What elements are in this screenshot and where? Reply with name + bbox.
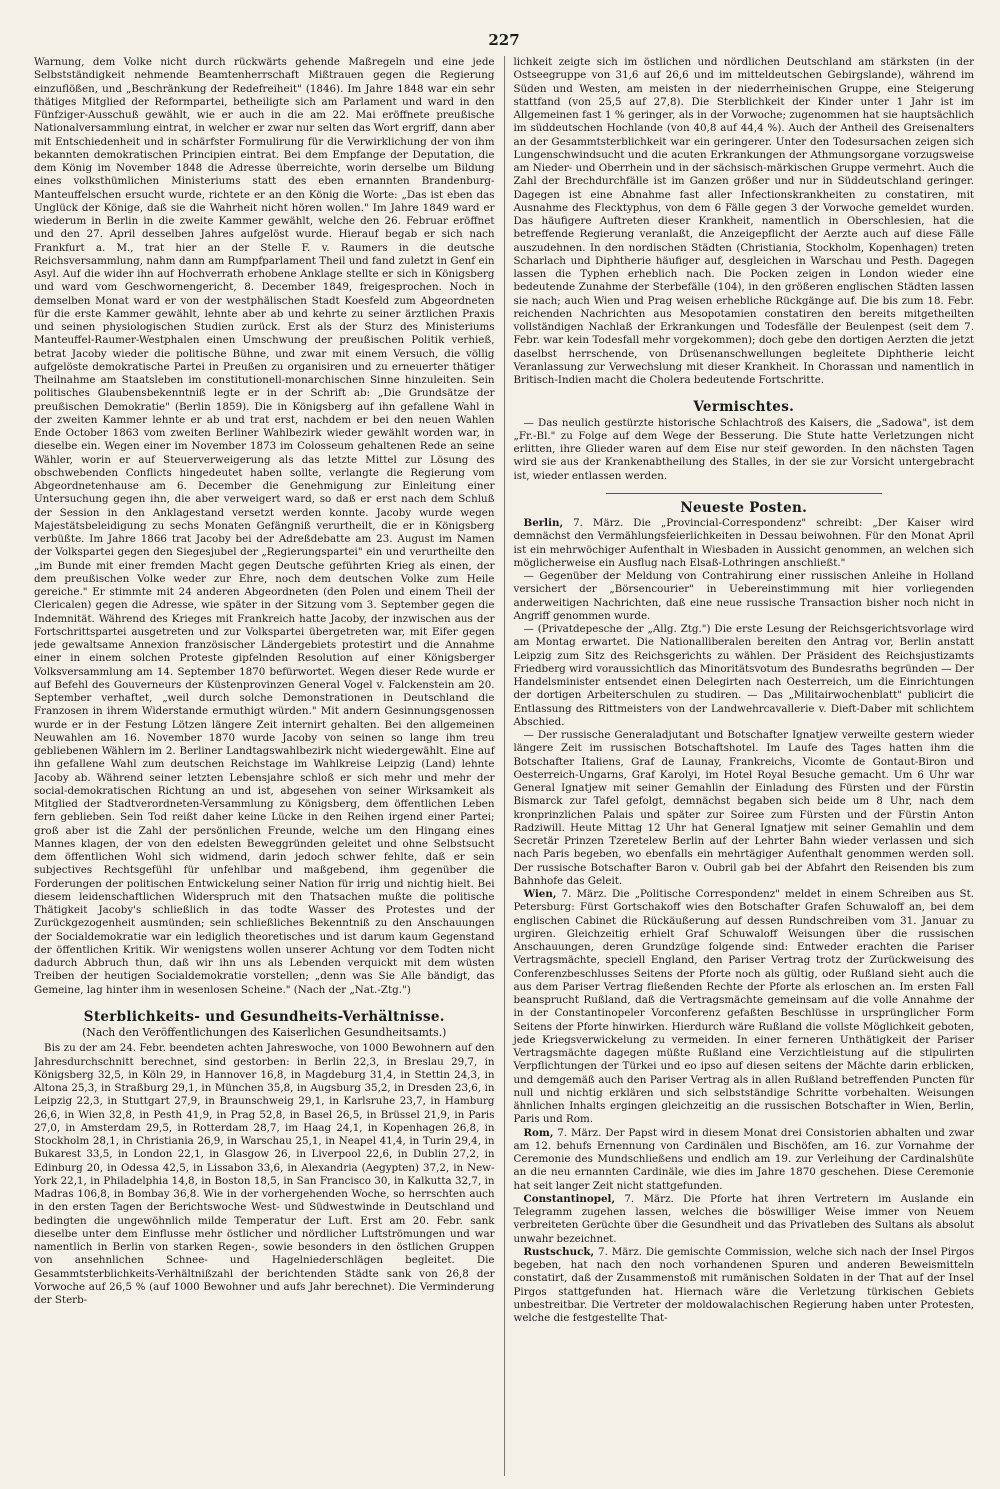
news-item bbox=[514, 623, 975, 729]
news-item bbox=[514, 517, 975, 570]
news-item bbox=[514, 1127, 975, 1193]
misc-section-text: — Das neulich gestürzte historische Schlachtroß des Kaisers, die „Sadowa", ist dem „Fr.-Bl." zu Folge auf dem Wege der Besserung. Die Stute hatte Verletzungen nicht erlitten, ihre Glieder waren auf dem Eise nur steif geworden. In den nächsten Tagen wird sie aus der Krankenabtheilung des Stalles, in der sie zur Vorsicht untergebracht ist, wieder entlassen werden. bbox=[513, 416, 975, 482]
mortality-section-title: Sterblichkeits- und Gesundheits-Verhältnisse. bbox=[83, 1008, 445, 1025]
news-item bbox=[514, 1246, 975, 1326]
news-text: 7. März. Die „Provincial-Correspondenz" schreibt: „Der Kaiser wird demnächst den Vermählungsfeierlichkeiten in Dessau beiwohnen. Für den Monat April ist ein mehrwöchiger Aufenthalt in Wiesbaden in Aussicht genommen, an welchen sich möglicherweise ein Ausflug nach Elsaß-Lothringen anschließt." bbox=[513, 517, 975, 569]
news-dateline: Wien, bbox=[523, 888, 557, 900]
mortality-section-text: Bis zu der am 24. Febr. beendeten achten Jahreswoche, von 1000 Bewohnern auf den Jahresdurchschnitt berechnet, sind gestorben: in Berlin 22,3, in Breslau 29,7, in Königsberg 32,5, in Köln 29, in Hannover 16,8, in Magdeburg 31,4, in Stettin 24,3, in Altona 25,3, in Straßburg 29,1, in München 35,8, in Augsburg 35,2, in Dresden 23,6, in Leipzig 22,3, in Stuttgart 27,9, in Braunschweig 29,1, in Karlsruhe 23,7, in Hamburg 26,6, in Wien 32,8, in Pesth 41,9, in Prag 52,8, in Basel 26,5, in Brüssel 21,9, in Paris 27,0, in Amsterdam 29,5, in Rotterdam 28,7, im Haag 24,1, in Kopenhagen 26,8, in Stockholm 28,1, in Christiania 26,9, in Warschau 25,1, in Neapel 41,4, in Turin 29,4, in Bukarest 33,5, in London 22,1, in Glasgow 26, in Liverpool 22,6, in Dublin 27,2, in Edinburg 20, in Odessa 42,5, in Lissabon 33,6, in Alexandria (Aegypten) 37,2, in New-York 22,1, in Philadelphia 14,8, in Boston 18,5, in San Francisco 30, in Kalkutta 32,7, in Madras 106,8, in Bombay 36,8. Wie in der vorhergehenden Woche, so herrschten auch in den ersten Tagen der Berichtswoche West- und Südwestwinde in Deutschland und bedingten die ungewöhnlich milde Temperatur der Luft. Erst am 20. Febr. sank dieselbe unter dem Einflusse mehr östlicher und nördlicher Luftströmungen und war namentlich in Berlin von starken Regen-, sowie besonders in den östlichen Gruppen von ansehnlichen Schnee- und Hagelniederschlägen begleitet. Die Gesammtsterblichkeits-Verhältnißzahl der berichtenden Städte sank von 26,8 der Vorwoche auf 26,5 % (auf 1000 Bewohner und aufs Jahr berechnet). Die Verminderung der Sterb- bbox=[34, 1042, 495, 1306]
right-column bbox=[505, 56, 975, 1476]
news-text: 7. März. Die gemischte Commission, welche sich nach der Insel Pirgos begeben, hat nach den noch vorhandenen Spuren und anderen Beweismitteln constatirt, daß der Zusammenstoß mit rumänischen Soldaten in der That auf der Insel Pirgos stattgefunden hat. Hiernach wäre die Verletzung türkischen Gebiets unbestreitbar. Die Vertreter der moldowalachischen Regierung haben unter Protesten, welche die festgestellte That- bbox=[513, 1245, 975, 1324]
news-dateline: Constantinopel, bbox=[523, 1192, 616, 1205]
news-section-title: Neueste Posten. bbox=[680, 499, 808, 516]
news-item bbox=[514, 888, 975, 1127]
section-divider bbox=[606, 493, 882, 494]
news-item bbox=[514, 1193, 975, 1246]
mortality-section-subtitle: (Nach den Veröffentlichungen des Kaiserlichen Gesundheitsamts.) bbox=[82, 1026, 447, 1039]
left-column bbox=[34, 56, 504, 1476]
page-number: 227 bbox=[488, 31, 520, 49]
news-text: 7. März. Die „Politische Correspondenz" meldet in einem Schreiben aus St. Petersburg: Fürst Gortschakoff wies den Botschafter Grafen Schuwaloff an, bei dem englischen Cabinet die Rückäußerung auf dessen Rundschreiben vom 31. Januar zu urgiren. Gleichzeitig erhielt Graf Schuwaloff Weisungen über die russischen Anschauungen, deren Grundzüge folgende sind: Entweder erachten die Pariser Vertragsmächte, speciell England, den Pariser Vertrag trotz der Zurückweisung des Conferenzbeschlusses Seitens der Pforte noch als gültig, oder Rußland sieht auch die aus dem Pariser Vertrag fließenden Rechte der Pforte als erloschen an. Im ersten Fall beansprucht Rußland, daß die Vertragsmächte gemeinsam auf die volle Annahme der in der Constantinopeler Vorconferenz gefaßten Beschlüsse in ursprünglicher Form Seitens der Pforte hinwirken. Hierdurch wäre Rußland die vollste Möglichkeit geboten, jede Kriegsverwickelung zu vermeiden. In einer ferneren Unthätigkeit der Pariser Vertragsmächte dagegen müßte Rußland eine Verzichtleistung auf die stipulirten Verpflichtungen der Türkei und eo ipso auf diesen seitens der Mächte darin erblicken, und demgemäß auch den Pariser Vertrag als in allen Rußland betreffenden Puncten für null und nichtig erklären und sich selbstständige Schritte vorbehalten. Weisungen ähnlichen Inhalts ergingen gleichzeitig an die russischen Botschafter in Wien, Berlin, Paris und Rom. bbox=[513, 888, 975, 1126]
misc-section-title: Vermischtes. bbox=[693, 399, 795, 416]
news-text: — Gegenüber der Meldung von Contrahirung einer russischen Anleihe in Holland versichert der „Börsencourier" in Uebereinstimmung mit hier vorliegenden anderweitigen Nachrichten, daß eine neue russische Transaction bisher noch nicht in Angriff genommen wurde. bbox=[513, 570, 975, 622]
news-text: — Der russische Generaladjutant und Botschafter Ignatjew verweilte gestern wieder längere Zeit im russischen Botschaftshotel. Im Laufe des Tages hatten ihm die Botschafter Italiens, Graf de Launay, Frankreichs, Vicomte de Gontaut-Biron und Oesterreich-Ungarns, Graf Karolyi, im Hotel Royal Besuche gemacht. Um 6 Uhr war General Ignatjew mit seiner Gemahlin der Einladung des Fürsten und der Fürstin Bismarck zur Tafel gefolgt, demnächst begaben sich beide um 8 Uhr, nach dem kronprinzlichen Palais und später zur Soiree zum Fürsten und der Fürstin Anton Radziwill. Heute Mittag 12 Uhr hat General Ignatjew mit seiner Gemahlin und dem Secretär Prinzen Tzeretelew Berlin auf der Lehrter Bahn wieder verlassen und sich nach Paris begeben, wo ebenfalls ein mehrtägiger Aufenthalt genommen werden soll. Der russische Botschafter Baron v. Oubril gab bei der Abfahrt den Reisenden bis zum Bahnhofe das Geleit. bbox=[513, 729, 975, 887]
news-dateline: Rustschuck, bbox=[523, 1245, 595, 1258]
columns bbox=[34, 56, 974, 1476]
news-item bbox=[514, 570, 975, 623]
jacoby-obituary-text: Warnung, dem Volke nicht durch rückwärts gehende Maßregeln und eine jede Selbstständigkeit nehmende Beamtenherrschaft Mißtrauen gegen die Regierung einzuflößen, und „Beschränkung der Redefreiheit" (1846). Im Jahre 1848 war ein sehr thätiges Mitglied der Reformpartei, betheiligte sich am Parlament und ward in den Fünfziger-Ausschuß gewählt, wie er auch in die am 22. Mai eröffnete preußische Nationalversammlung eintrat, in welcher er zwar nur selten das Wort ergriff, dann aber mit Entschiedenheit und in schärfster Formulirung für die Verwirklichung der von ihm bekannten demokratischen Principien eintrat. Bei dem Empfange der Deputation, die dem König im November 1848 die Adresse überreichte, worin derselbe um Bildung eines volksthümlichen Ministeriums statt des eben ernannten Brandenburg-Manteuffelschen ersucht wurde, richtete er an den König die Worte: „Das ist eben das Unglück der Könige, daß sie die Wahrheit nicht hören wollen." Im Jahre 1849 ward er wiederum in Berlin in die zweite Kammer gewählt, welche den 26. Februar eröffnet und den 27. April desselben Jahres aufgelöst wurde. Hierauf begab er sich nach Frankfurt a. M., trat hier an der Stelle F. v. Raumers in die deutsche Reichsversammlung, nahm dann am Rumpfparlament Theil und fand zuletzt in Genf ein Asyl. Auf die wider ihn auf Hochverrath erhobene Anklage stellte er sich in Königsberg und ward vom Geschwornengericht, 8. December 1849, freigesprochen. Noch in demselben Monat ward er von der westphälischen Stadt Koesfeld zum Abgeordneten für die erste Kammer gewählt, lehnte aber ab und kehrte zu seiner ärztlichen Praxis und seinen physiologischen Studien zurück. Erst als der Sturz des Ministeriums Manteuffel-Raumer-Westphalen einen Umschwung der preußischen Politik verhieß, betrat Jacoby wieder die politische Bühne, und zwar mit einem Versuch, die völlig aufgelöste demokratische Partei in Preußen zu organisiren und zu erneuerter thätiger Theilnahme am Staatsleben im constitutionell-monarchischen Sinne hinzuleiten. Sein politisches Glaubensbekenntniß legte er in der Schrift ab: „Die Grundsätze der preußischen Demokratie" (Berlin 1859). Die in Königsberg auf ihn gefallene Wahl in der zweiten Kammer lehnte er ab und trat erst, nachdem er bei den neuen Wahlen Ende October 1863 vom zweiten Berliner Wahlbezirk wieder gewählt worden war, in dieselbe ein. Wegen einer im November 1873 im Colosseum gehaltenen Rede an seine Wähler, worin er auf Steuerverweigerung als das letzte Mittel zur Lösung des obschwebenden Conflicts hingedeutet haben sollte, verlangte die Regierung vom Abgeordnetenhause am 6. December die Genehmigung zur Einleitung einer Untersuchung gegen ihn, die aber verweigert ward, so daß er erst nach dem Schluß der Session in den Anklagestand versetzt werden konnte. Jacoby wurde wegen Majestätsbeleidigung zu sechs Monaten Gefängniß verurtheilt, die er in Königsberg verbüßte. Im Jahre 1866 trat Jacoby bei der Adreßdebatte am 23. August im Namen der Volkspartei gegen den Siegesjubel der „Regierungspartei" ein und verurtheilte den „im Bunde mit einer fremden Macht gegen Deutsche geführten Krieg als einen, der dem preußischen Volke weder zur Ehre, noch dem deutschen Volke zum Heile gereiche." Er stimmte mit 24 anderen Abgeordneten (den Polen und einem Theil der Clericalen) gegen die Adresse, wie später in der Sitzung vom 3. September gegen die Indemnität. Während des Krieges mit Frankreich hatte Jacoby, der inzwischen aus der Fortschrittspartei ausgetreten und zur Volkspartei übergetreten war, mit Eifer gegen jede gewaltsame Annexion französischer Ländergebiets protestirt und die Annahme einer in einem solchen Proteste gipfelnden Resolution auf einer Königsberger Volksversammlung am 14. September 1870 befürwortet. Wegen dieser Rede wurde er auf Befehl des Gouverneurs der Küstenprovinzen General Vogel v. Falckenstein am 20. September verhaftet, „weil durch solche Demonstrationen in Deutschland die Franzosen in ihrem Widerstande ermuthigt würden." Mit andern Gesinnungsgenossen wurde er in der Festung Lötzen längere Zeit internirt gehalten. Bei den allgemeinen Neuwahlen am 16. November 1870 wurde Jacoby von seinen so lange ihm treu gebliebenen Wählern im 2. Berliner Landtagswahlbezirk nicht wiedergewählt. Eine auf ihn gefallene Wahl zum deutschen Reichstage im Wahlkreise Leipzig (Land) lehnte Jacoby ab. Während seiner letzten Lebensjahre schloß er sich mehr und mehr der social-demokratischen Richtung an und ist, abgesehen von seiner Wirksamkeit als Mitglied der Stadtverordneten-Versammlung zu Königsberg, dem öffentlichen Leben fern geblieben. Sein Tod reißt daher keine Lücke in den Reihen irgend einer Partei; groß aber ist die Zahl der persönlichen Freunde, welche um den Hingang eines Mannes klagen, der von den edelsten Beweggründen geleitet und ohne Selbstsucht dem öffentlichen Wohl sich widmend, darin jedoch schwer fehlte, daß er sein subjectives Rechtsgefühl für unfehlbar und maßgebend, ihm gegenüber die Forderungen der politischen Entwickelung seiner Nation für irrig und nichtig hielt. Bei diesem leidenschaftlichen Widerspruch mit den Thatsachen mußte die politische Thätigkeit Jacoby's schließlich in das todte Wasser des Protestes und der Zurückgezogenheit ausmünden; sein schließliches Bekenntniß zu den Anschauungen der Socialdemokratie war ein lediglich theoretisches und ist darum kaum Gegenstand der öffentlichen Kritik. Wir wenigstens wollen unserer Achtung vor dem Todten nicht dadurch Abbruch thun, daß wir ihn uns als Lebenden verquickt mit dem wüsten Treiben der heutigen Socialdemokratie vorstellen; „denn was Sie Alle bändigt, das Gemeine, lag hinter ihm in wesenlosen Scheine." (Nach der „Nat.-Ztg.") bbox=[34, 56, 495, 996]
mortality-continued-text: lichkeit zeigte sich im östlichen und nördlichen Deutschland am stärksten (in der Ostseegruppe von 31,6 auf 26,6 und im mitteldeutschen Gebirgslande), während im Süden und Westen, am meisten in der niederrheinischen Gruppe, eine Steigerung stattfand (von 25,5 auf 27,8). Die Sterblichkeit der Kinder unter 1 Jahr ist im Allgemeinen fast 1 % geringer, als in der Vorwoche; zugenommen hat sie hauptsächlich im süddeutschen Hochlande (von 40,8 auf 44,4 %). Auch der Antheil des Greisenalters an der Gesammtsterblichkeit war ein geringerer. Unter den Todesursachen zeigen sich Lungenschwindsucht und die acuten Erkrankungen der Athmungsorgane vorzugsweise am Nieder- und Oberrhein und in der sächsisch-märkischen Gruppe vermehrt. Auch die Zahl der Brechdurchfälle ist im Ganzen größer und nur in Süddeutschland geringer. Dagegen ist eine Abnahme fast aller Infectionskrankheiten zu constatiren, mit Ausnahme des Flecktyphus, von dem 6 Fälle gegen 3 der Vorwoche gemeldet wurden. Das häufigere Auftreten dieser Krankheit, namentlich in Oberschlesien, hat die betreffende Regierung veranlaßt, die Anzeigepflicht der Aerzte auch auf diese Fälle auszudehnen. In den nordischen Städten (Christiania, Stockholm, Kopenhagen) treten Scharlach und Diphtherie häufiger auf, desgleichen in Warschau und Pesth. Dagegen lassen die Typhen erheblich nach. Die Pocken zeigen in London wieder eine bedeutende Zunahme der Sterbefälle (104), in den größeren englischen Städten lassen sie nach; auch Wien und Prag weisen erhebliche Rückgänge auf. Die bis zum 18. Febr. reichenden Nachrichten aus Mesopotamien constatiren den bereits mitgetheilten vollständigen Nachlaß der Erkrankungen und Todesfälle der Beulenpest (seit dem 7. Febr. war kein Todesfall mehr vorgekommen); doch gebe den dortigen Aerzten die jetzt daselbst herrschende, von Drüsenanschwellungen begleitete Diphtherie leicht Veranlassung zur Verwechslung mit dieser Krankheit. In Chorassan und namentlich in Britisch-Indien macht die Cholera bedeutende Fortschritte. bbox=[513, 56, 975, 386]
news-text: 7. März. Die Pforte hat ihren Vertretern im Auslande ein Telegramm zugehen lassen, welches die böswilliger Weise immer von Neuem verbreiteten Gerüchte über die Gesundheit und das Privatleben des Sultans als absolut unwahr bezeichnet. bbox=[513, 1192, 975, 1245]
news-list bbox=[514, 517, 975, 1325]
news-item bbox=[514, 729, 975, 888]
news-dateline: Rom, bbox=[523, 1126, 554, 1139]
news-text: — (Privatdepesche der „Allg. Ztg.") Die erste Lesung der Reichsgerichtsvorlage wird am Montag erwartet. Die Nationalliberalen bereiten den Antrag vor, Berlin anstatt Leipzig zum Sitz des Reichsgerichts zu wählen. Der Präsident des Reichsjustizamts Friedberg wird voraussichtlich das Minoritätsvotum des Bundesraths begründen — Der Handelsminister entsendet einen Delegirten nach Oesterreich, um die Einrichtungen der dortigen Arbeiterschulen zu studiren. — Das „Militairwochenblatt" publicirt die Entlassung des Rittmeisters von der Landwehrcavallerie v. Dieft-Daber mit schlichtem Abschied. bbox=[513, 623, 975, 728]
news-text: 7. März. Der Papst wird in diesem Monat drei Consistorien abhalten und zwar am 12. behufs Ernennung von Cardinälen und Bischöfen, am 16. zur Vornahme der Ceremonie des Mundschließens und endlich am 19. zur Verleihung der Cardinalshüte an die neu ernannten Cardinäle, wie dies im Jahre 1870 geschehen. Diese Ceremonie hat seit langer Zeit nicht stattgefunden. bbox=[513, 1126, 975, 1192]
news-dateline: Berlin, bbox=[523, 517, 564, 529]
